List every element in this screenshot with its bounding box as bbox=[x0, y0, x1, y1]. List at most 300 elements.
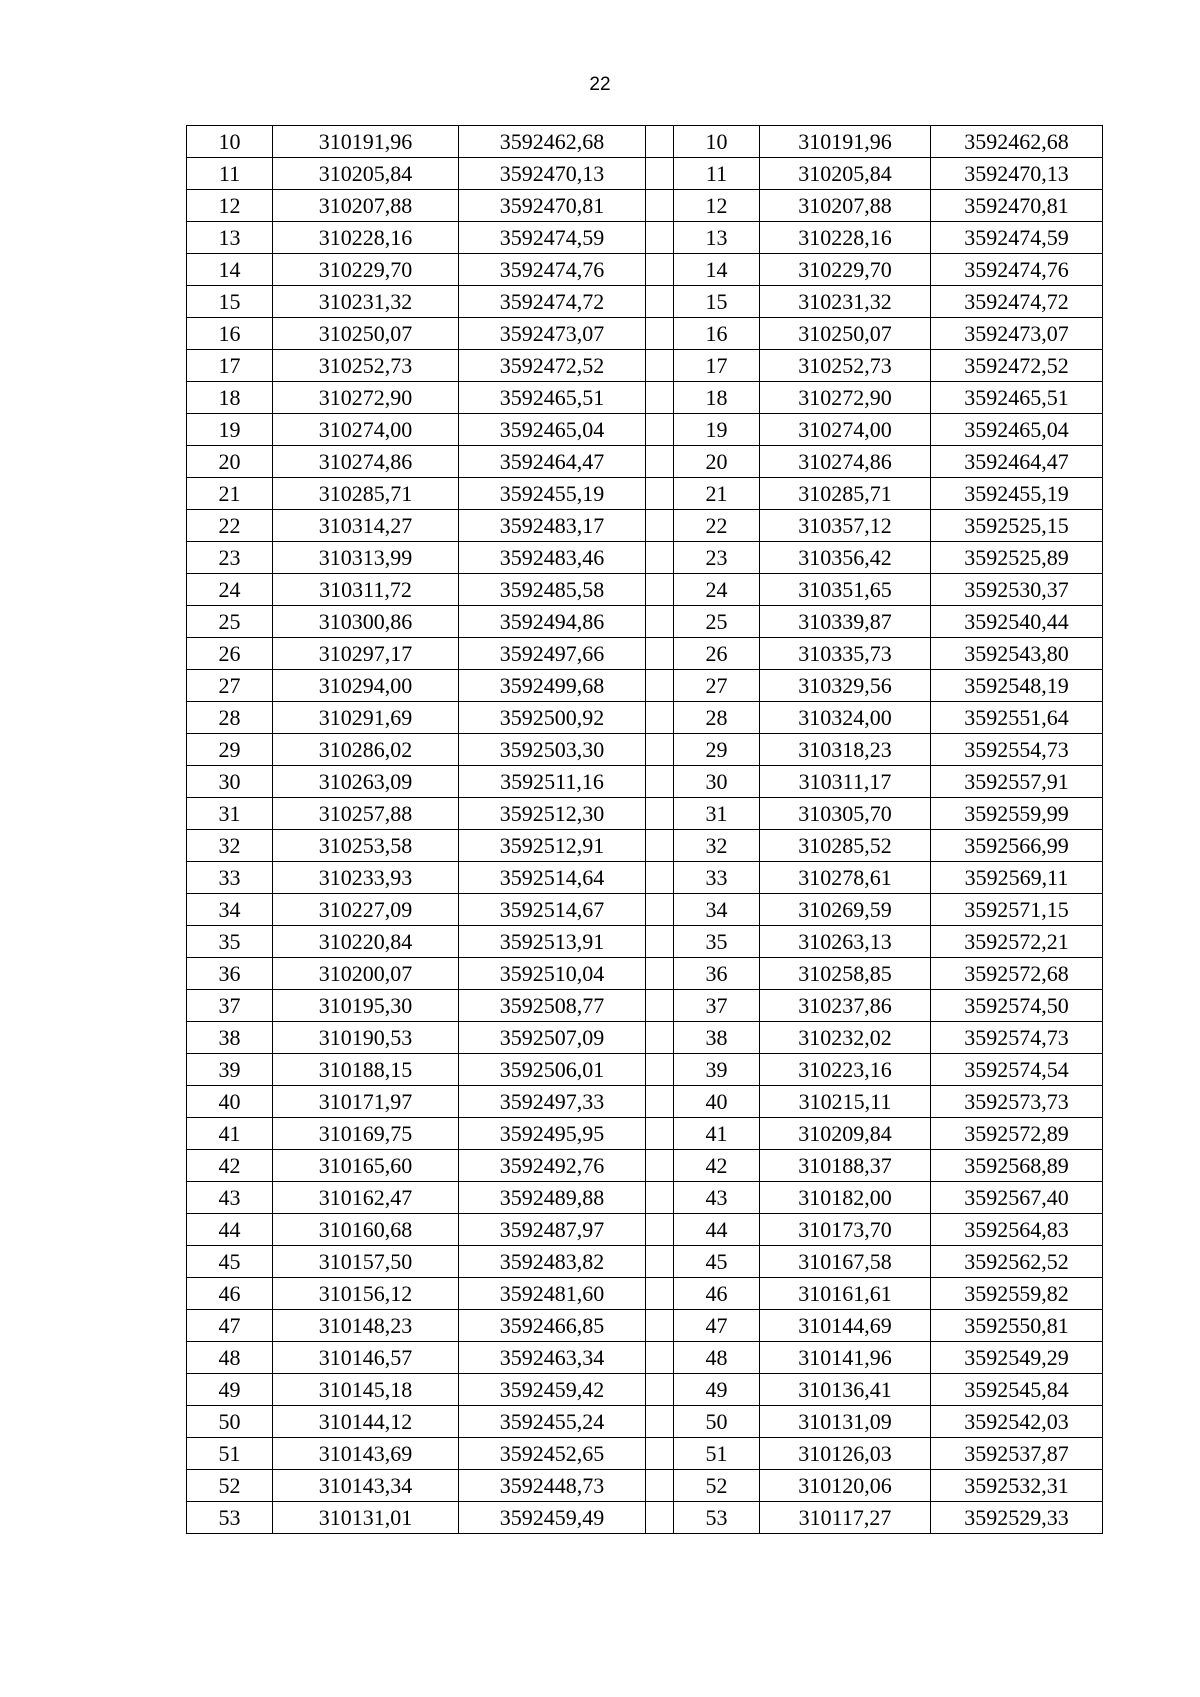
left-y-coordinate-cell: 3592448,73 bbox=[459, 1470, 646, 1502]
right-x-coordinate-cell: 310305,70 bbox=[760, 798, 931, 830]
right-point-number-cell: 24 bbox=[674, 574, 760, 606]
left-y-coordinate-cell: 3592465,04 bbox=[459, 414, 646, 446]
separator-cell bbox=[646, 542, 674, 574]
left-x-coordinate-cell: 310297,17 bbox=[273, 638, 459, 670]
left-x-coordinate-cell: 310274,86 bbox=[273, 446, 459, 478]
left-point-number-cell: 19 bbox=[187, 414, 273, 446]
separator-cell bbox=[646, 1118, 674, 1150]
right-x-coordinate-cell: 310167,58 bbox=[760, 1246, 931, 1278]
right-point-number-cell: 33 bbox=[674, 862, 760, 894]
separator-cell bbox=[646, 766, 674, 798]
left-point-number-cell: 11 bbox=[187, 158, 273, 190]
right-x-coordinate-cell: 310274,00 bbox=[760, 414, 931, 446]
right-x-coordinate-cell: 310228,16 bbox=[760, 222, 931, 254]
right-x-coordinate-cell: 310232,02 bbox=[760, 1022, 931, 1054]
left-y-coordinate-cell: 3592499,68 bbox=[459, 670, 646, 702]
separator-cell bbox=[646, 1470, 674, 1502]
separator-cell bbox=[646, 990, 674, 1022]
right-x-coordinate-cell: 310131,09 bbox=[760, 1406, 931, 1438]
left-x-coordinate-cell: 310148,23 bbox=[273, 1310, 459, 1342]
right-y-coordinate-cell: 3592568,89 bbox=[931, 1150, 1103, 1182]
separator-cell bbox=[646, 1502, 674, 1534]
right-y-coordinate-cell: 3592530,37 bbox=[931, 574, 1103, 606]
left-y-coordinate-cell: 3592485,58 bbox=[459, 574, 646, 606]
right-y-coordinate-cell: 3592465,04 bbox=[931, 414, 1103, 446]
right-point-number-cell: 14 bbox=[674, 254, 760, 286]
table-row bbox=[187, 1342, 1103, 1374]
right-y-coordinate-cell: 3592574,50 bbox=[931, 990, 1103, 1022]
left-y-coordinate-cell: 3592503,30 bbox=[459, 734, 646, 766]
table-row bbox=[187, 638, 1103, 670]
left-y-coordinate-cell: 3592512,30 bbox=[459, 798, 646, 830]
right-x-coordinate-cell: 310272,90 bbox=[760, 382, 931, 414]
separator-cell bbox=[646, 286, 674, 318]
left-point-number-cell: 26 bbox=[187, 638, 273, 670]
right-x-coordinate-cell: 310278,61 bbox=[760, 862, 931, 894]
separator-cell bbox=[646, 1086, 674, 1118]
separator-cell bbox=[646, 1150, 674, 1182]
separator-cell bbox=[646, 350, 674, 382]
left-y-coordinate-cell: 3592465,51 bbox=[459, 382, 646, 414]
separator-cell bbox=[646, 670, 674, 702]
left-y-coordinate-cell: 3592483,82 bbox=[459, 1246, 646, 1278]
right-x-coordinate-cell: 310324,00 bbox=[760, 702, 931, 734]
right-x-coordinate-cell: 310258,85 bbox=[760, 958, 931, 990]
left-point-number-cell: 38 bbox=[187, 1022, 273, 1054]
left-x-coordinate-cell: 310286,02 bbox=[273, 734, 459, 766]
right-point-number-cell: 41 bbox=[674, 1118, 760, 1150]
left-x-coordinate-cell: 310300,86 bbox=[273, 606, 459, 638]
right-x-coordinate-cell: 310285,71 bbox=[760, 478, 931, 510]
right-y-coordinate-cell: 3592551,64 bbox=[931, 702, 1103, 734]
left-x-coordinate-cell: 310252,73 bbox=[273, 350, 459, 382]
left-point-number-cell: 10 bbox=[187, 126, 273, 158]
left-point-number-cell: 48 bbox=[187, 1342, 273, 1374]
table-row bbox=[187, 1054, 1103, 1086]
right-x-coordinate-cell: 310351,65 bbox=[760, 574, 931, 606]
right-y-coordinate-cell: 3592557,91 bbox=[931, 766, 1103, 798]
right-point-number-cell: 11 bbox=[674, 158, 760, 190]
left-x-coordinate-cell: 310162,47 bbox=[273, 1182, 459, 1214]
left-point-number-cell: 25 bbox=[187, 606, 273, 638]
left-y-coordinate-cell: 3592455,19 bbox=[459, 478, 646, 510]
left-y-coordinate-cell: 3592470,81 bbox=[459, 190, 646, 222]
table-row bbox=[187, 798, 1103, 830]
table-row bbox=[187, 478, 1103, 510]
right-y-coordinate-cell: 3592540,44 bbox=[931, 606, 1103, 638]
right-point-number-cell: 48 bbox=[674, 1342, 760, 1374]
left-y-coordinate-cell: 3592472,52 bbox=[459, 350, 646, 382]
left-x-coordinate-cell: 310228,16 bbox=[273, 222, 459, 254]
right-x-coordinate-cell: 310136,41 bbox=[760, 1374, 931, 1406]
left-x-coordinate-cell: 310229,70 bbox=[273, 254, 459, 286]
table-row bbox=[187, 1086, 1103, 1118]
left-point-number-cell: 52 bbox=[187, 1470, 273, 1502]
right-point-number-cell: 31 bbox=[674, 798, 760, 830]
left-point-number-cell: 21 bbox=[187, 478, 273, 510]
left-y-coordinate-cell: 3592492,76 bbox=[459, 1150, 646, 1182]
left-y-coordinate-cell: 3592510,04 bbox=[459, 958, 646, 990]
right-y-coordinate-cell: 3592473,07 bbox=[931, 318, 1103, 350]
left-y-coordinate-cell: 3592483,17 bbox=[459, 510, 646, 542]
table-row bbox=[187, 350, 1103, 382]
separator-cell bbox=[646, 574, 674, 606]
right-x-coordinate-cell: 310285,52 bbox=[760, 830, 931, 862]
right-y-coordinate-cell: 3592465,51 bbox=[931, 382, 1103, 414]
right-y-coordinate-cell: 3592573,73 bbox=[931, 1086, 1103, 1118]
left-point-number-cell: 23 bbox=[187, 542, 273, 574]
right-y-coordinate-cell: 3592474,76 bbox=[931, 254, 1103, 286]
right-y-coordinate-cell: 3592571,15 bbox=[931, 894, 1103, 926]
right-point-number-cell: 45 bbox=[674, 1246, 760, 1278]
right-point-number-cell: 32 bbox=[674, 830, 760, 862]
left-y-coordinate-cell: 3592464,47 bbox=[459, 446, 646, 478]
right-point-number-cell: 16 bbox=[674, 318, 760, 350]
separator-cell bbox=[646, 1406, 674, 1438]
right-y-coordinate-cell: 3592470,13 bbox=[931, 158, 1103, 190]
left-point-number-cell: 14 bbox=[187, 254, 273, 286]
right-point-number-cell: 36 bbox=[674, 958, 760, 990]
left-point-number-cell: 37 bbox=[187, 990, 273, 1022]
table-row bbox=[187, 158, 1103, 190]
right-y-coordinate-cell: 3592545,84 bbox=[931, 1374, 1103, 1406]
left-y-coordinate-cell: 3592507,09 bbox=[459, 1022, 646, 1054]
table-row bbox=[187, 382, 1103, 414]
right-y-coordinate-cell: 3592529,33 bbox=[931, 1502, 1103, 1534]
left-x-coordinate-cell: 310195,30 bbox=[273, 990, 459, 1022]
separator-cell bbox=[646, 734, 674, 766]
right-point-number-cell: 22 bbox=[674, 510, 760, 542]
table-row bbox=[187, 1502, 1103, 1534]
separator-cell bbox=[646, 1310, 674, 1342]
left-x-coordinate-cell: 310253,58 bbox=[273, 830, 459, 862]
table-row bbox=[187, 670, 1103, 702]
right-x-coordinate-cell: 310250,07 bbox=[760, 318, 931, 350]
left-point-number-cell: 33 bbox=[187, 862, 273, 894]
right-y-coordinate-cell: 3592559,99 bbox=[931, 798, 1103, 830]
right-point-number-cell: 12 bbox=[674, 190, 760, 222]
separator-cell bbox=[646, 862, 674, 894]
right-y-coordinate-cell: 3592525,89 bbox=[931, 542, 1103, 574]
table-row bbox=[187, 510, 1103, 542]
left-y-coordinate-cell: 3592470,13 bbox=[459, 158, 646, 190]
right-x-coordinate-cell: 310207,88 bbox=[760, 190, 931, 222]
table-row bbox=[187, 542, 1103, 574]
separator-cell bbox=[646, 894, 674, 926]
separator-cell bbox=[646, 510, 674, 542]
left-x-coordinate-cell: 310146,57 bbox=[273, 1342, 459, 1374]
separator-cell bbox=[646, 1342, 674, 1374]
table-row bbox=[187, 926, 1103, 958]
right-y-coordinate-cell: 3592572,89 bbox=[931, 1118, 1103, 1150]
separator-cell bbox=[646, 1054, 674, 1086]
left-x-coordinate-cell: 310231,32 bbox=[273, 286, 459, 318]
left-point-number-cell: 45 bbox=[187, 1246, 273, 1278]
table-row bbox=[187, 222, 1103, 254]
right-x-coordinate-cell: 310191,96 bbox=[760, 126, 931, 158]
table-row bbox=[187, 1310, 1103, 1342]
left-point-number-cell: 32 bbox=[187, 830, 273, 862]
left-x-coordinate-cell: 310250,07 bbox=[273, 318, 459, 350]
right-point-number-cell: 19 bbox=[674, 414, 760, 446]
left-y-coordinate-cell: 3592483,46 bbox=[459, 542, 646, 574]
separator-cell bbox=[646, 1214, 674, 1246]
left-x-coordinate-cell: 310131,01 bbox=[273, 1502, 459, 1534]
left-x-coordinate-cell: 310272,90 bbox=[273, 382, 459, 414]
right-y-coordinate-cell: 3592572,68 bbox=[931, 958, 1103, 990]
left-point-number-cell: 22 bbox=[187, 510, 273, 542]
right-y-coordinate-cell: 3592548,19 bbox=[931, 670, 1103, 702]
right-y-coordinate-cell: 3592462,68 bbox=[931, 126, 1103, 158]
left-x-coordinate-cell: 310263,09 bbox=[273, 766, 459, 798]
right-y-coordinate-cell: 3592562,52 bbox=[931, 1246, 1103, 1278]
left-x-coordinate-cell: 310157,50 bbox=[273, 1246, 459, 1278]
right-point-number-cell: 10 bbox=[674, 126, 760, 158]
separator-cell bbox=[646, 606, 674, 638]
right-point-number-cell: 25 bbox=[674, 606, 760, 638]
left-x-coordinate-cell: 310311,72 bbox=[273, 574, 459, 606]
table-row bbox=[187, 766, 1103, 798]
left-y-coordinate-cell: 3592489,88 bbox=[459, 1182, 646, 1214]
left-point-number-cell: 49 bbox=[187, 1374, 273, 1406]
right-x-coordinate-cell: 310357,12 bbox=[760, 510, 931, 542]
right-point-number-cell: 20 bbox=[674, 446, 760, 478]
separator-cell bbox=[646, 926, 674, 958]
right-y-coordinate-cell: 3592554,73 bbox=[931, 734, 1103, 766]
left-y-coordinate-cell: 3592508,77 bbox=[459, 990, 646, 1022]
right-point-number-cell: 26 bbox=[674, 638, 760, 670]
table-row bbox=[187, 574, 1103, 606]
separator-cell bbox=[646, 158, 674, 190]
left-y-coordinate-cell: 3592466,85 bbox=[459, 1310, 646, 1342]
coordinates-table bbox=[186, 125, 1103, 1534]
separator-cell bbox=[646, 702, 674, 734]
right-point-number-cell: 47 bbox=[674, 1310, 760, 1342]
right-y-coordinate-cell: 3592567,40 bbox=[931, 1182, 1103, 1214]
right-y-coordinate-cell: 3592574,54 bbox=[931, 1054, 1103, 1086]
left-point-number-cell: 41 bbox=[187, 1118, 273, 1150]
separator-cell bbox=[646, 382, 674, 414]
right-y-coordinate-cell: 3592525,15 bbox=[931, 510, 1103, 542]
separator-cell bbox=[646, 126, 674, 158]
table-row bbox=[187, 1374, 1103, 1406]
table-row bbox=[187, 414, 1103, 446]
separator-cell bbox=[646, 1182, 674, 1214]
right-point-number-cell: 35 bbox=[674, 926, 760, 958]
left-point-number-cell: 24 bbox=[187, 574, 273, 606]
right-point-number-cell: 23 bbox=[674, 542, 760, 574]
left-point-number-cell: 50 bbox=[187, 1406, 273, 1438]
right-point-number-cell: 43 bbox=[674, 1182, 760, 1214]
right-y-coordinate-cell: 3592474,72 bbox=[931, 286, 1103, 318]
right-y-coordinate-cell: 3592464,47 bbox=[931, 446, 1103, 478]
left-point-number-cell: 20 bbox=[187, 446, 273, 478]
table-row bbox=[187, 1278, 1103, 1310]
right-x-coordinate-cell: 310252,73 bbox=[760, 350, 931, 382]
left-y-coordinate-cell: 3592459,42 bbox=[459, 1374, 646, 1406]
right-y-coordinate-cell: 3592574,73 bbox=[931, 1022, 1103, 1054]
right-x-coordinate-cell: 310318,23 bbox=[760, 734, 931, 766]
right-y-coordinate-cell: 3592543,80 bbox=[931, 638, 1103, 670]
separator-cell bbox=[646, 414, 674, 446]
separator-cell bbox=[646, 190, 674, 222]
left-y-coordinate-cell: 3592473,07 bbox=[459, 318, 646, 350]
right-x-coordinate-cell: 310215,11 bbox=[760, 1086, 931, 1118]
separator-cell bbox=[646, 478, 674, 510]
left-point-number-cell: 42 bbox=[187, 1150, 273, 1182]
right-x-coordinate-cell: 310274,86 bbox=[760, 446, 931, 478]
right-x-coordinate-cell: 310329,56 bbox=[760, 670, 931, 702]
right-x-coordinate-cell: 310229,70 bbox=[760, 254, 931, 286]
left-x-coordinate-cell: 310227,09 bbox=[273, 894, 459, 926]
right-point-number-cell: 42 bbox=[674, 1150, 760, 1182]
left-x-coordinate-cell: 310220,84 bbox=[273, 926, 459, 958]
left-point-number-cell: 47 bbox=[187, 1310, 273, 1342]
left-x-coordinate-cell: 310257,88 bbox=[273, 798, 459, 830]
left-x-coordinate-cell: 310294,00 bbox=[273, 670, 459, 702]
table-row bbox=[187, 830, 1103, 862]
left-y-coordinate-cell: 3592514,67 bbox=[459, 894, 646, 926]
left-x-coordinate-cell: 310200,07 bbox=[273, 958, 459, 990]
left-y-coordinate-cell: 3592455,24 bbox=[459, 1406, 646, 1438]
left-y-coordinate-cell: 3592452,65 bbox=[459, 1438, 646, 1470]
separator-cell bbox=[646, 1022, 674, 1054]
right-point-number-cell: 13 bbox=[674, 222, 760, 254]
left-point-number-cell: 27 bbox=[187, 670, 273, 702]
left-point-number-cell: 18 bbox=[187, 382, 273, 414]
separator-cell bbox=[646, 830, 674, 862]
right-x-coordinate-cell: 310311,17 bbox=[760, 766, 931, 798]
right-point-number-cell: 15 bbox=[674, 286, 760, 318]
right-x-coordinate-cell: 310339,87 bbox=[760, 606, 931, 638]
left-y-coordinate-cell: 3592474,59 bbox=[459, 222, 646, 254]
left-y-coordinate-cell: 3592459,49 bbox=[459, 1502, 646, 1534]
left-point-number-cell: 30 bbox=[187, 766, 273, 798]
right-x-coordinate-cell: 310141,96 bbox=[760, 1342, 931, 1374]
table-row bbox=[187, 1470, 1103, 1502]
table-row bbox=[187, 1150, 1103, 1182]
left-x-coordinate-cell: 310233,93 bbox=[273, 862, 459, 894]
table-row bbox=[187, 1406, 1103, 1438]
right-point-number-cell: 18 bbox=[674, 382, 760, 414]
left-point-number-cell: 40 bbox=[187, 1086, 273, 1118]
left-y-coordinate-cell: 3592500,92 bbox=[459, 702, 646, 734]
right-y-coordinate-cell: 3592569,11 bbox=[931, 862, 1103, 894]
table-row bbox=[187, 1246, 1103, 1278]
right-point-number-cell: 21 bbox=[674, 478, 760, 510]
right-point-number-cell: 29 bbox=[674, 734, 760, 766]
left-x-coordinate-cell: 310165,60 bbox=[273, 1150, 459, 1182]
right-point-number-cell: 28 bbox=[674, 702, 760, 734]
left-point-number-cell: 29 bbox=[187, 734, 273, 766]
separator-cell bbox=[646, 638, 674, 670]
left-y-coordinate-cell: 3592513,91 bbox=[459, 926, 646, 958]
right-x-coordinate-cell: 310126,03 bbox=[760, 1438, 931, 1470]
table-row bbox=[187, 1438, 1103, 1470]
right-x-coordinate-cell: 310173,70 bbox=[760, 1214, 931, 1246]
left-x-coordinate-cell: 310156,12 bbox=[273, 1278, 459, 1310]
left-point-number-cell: 16 bbox=[187, 318, 273, 350]
right-point-number-cell: 40 bbox=[674, 1086, 760, 1118]
coordinates-table-body bbox=[187, 126, 1103, 1534]
left-y-coordinate-cell: 3592514,64 bbox=[459, 862, 646, 894]
separator-cell bbox=[646, 1438, 674, 1470]
table-row bbox=[187, 126, 1103, 158]
left-y-coordinate-cell: 3592497,66 bbox=[459, 638, 646, 670]
table-row bbox=[187, 606, 1103, 638]
left-y-coordinate-cell: 3592487,97 bbox=[459, 1214, 646, 1246]
right-point-number-cell: 38 bbox=[674, 1022, 760, 1054]
right-x-coordinate-cell: 310188,37 bbox=[760, 1150, 931, 1182]
left-x-coordinate-cell: 310207,88 bbox=[273, 190, 459, 222]
right-x-coordinate-cell: 310117,27 bbox=[760, 1502, 931, 1534]
right-x-coordinate-cell: 310120,06 bbox=[760, 1470, 931, 1502]
right-y-coordinate-cell: 3592564,83 bbox=[931, 1214, 1103, 1246]
table-row bbox=[187, 318, 1103, 350]
left-point-number-cell: 12 bbox=[187, 190, 273, 222]
right-point-number-cell: 46 bbox=[674, 1278, 760, 1310]
right-x-coordinate-cell: 310182,00 bbox=[760, 1182, 931, 1214]
right-y-coordinate-cell: 3592559,82 bbox=[931, 1278, 1103, 1310]
left-y-coordinate-cell: 3592481,60 bbox=[459, 1278, 646, 1310]
right-point-number-cell: 17 bbox=[674, 350, 760, 382]
left-x-coordinate-cell: 310291,69 bbox=[273, 702, 459, 734]
left-point-number-cell: 15 bbox=[187, 286, 273, 318]
left-x-coordinate-cell: 310144,12 bbox=[273, 1406, 459, 1438]
left-x-coordinate-cell: 310190,53 bbox=[273, 1022, 459, 1054]
left-x-coordinate-cell: 310171,97 bbox=[273, 1086, 459, 1118]
table-row bbox=[187, 286, 1103, 318]
separator-cell bbox=[646, 798, 674, 830]
left-point-number-cell: 36 bbox=[187, 958, 273, 990]
separator-cell bbox=[646, 1278, 674, 1310]
table-row bbox=[187, 1022, 1103, 1054]
left-point-number-cell: 53 bbox=[187, 1502, 273, 1534]
left-x-coordinate-cell: 310145,18 bbox=[273, 1374, 459, 1406]
page-number: 22 bbox=[589, 74, 611, 95]
left-x-coordinate-cell: 310313,99 bbox=[273, 542, 459, 574]
left-point-number-cell: 46 bbox=[187, 1278, 273, 1310]
left-y-coordinate-cell: 3592474,72 bbox=[459, 286, 646, 318]
left-x-coordinate-cell: 310274,00 bbox=[273, 414, 459, 446]
right-y-coordinate-cell: 3592549,29 bbox=[931, 1342, 1103, 1374]
separator-cell bbox=[646, 958, 674, 990]
right-point-number-cell: 49 bbox=[674, 1374, 760, 1406]
right-point-number-cell: 27 bbox=[674, 670, 760, 702]
left-y-coordinate-cell: 3592474,76 bbox=[459, 254, 646, 286]
left-x-coordinate-cell: 310160,68 bbox=[273, 1214, 459, 1246]
left-point-number-cell: 31 bbox=[187, 798, 273, 830]
left-y-coordinate-cell: 3592462,68 bbox=[459, 126, 646, 158]
separator-cell bbox=[646, 222, 674, 254]
left-y-coordinate-cell: 3592463,34 bbox=[459, 1342, 646, 1374]
right-x-coordinate-cell: 310223,16 bbox=[760, 1054, 931, 1086]
right-point-number-cell: 30 bbox=[674, 766, 760, 798]
left-x-coordinate-cell: 310169,75 bbox=[273, 1118, 459, 1150]
left-x-coordinate-cell: 310188,15 bbox=[273, 1054, 459, 1086]
left-point-number-cell: 28 bbox=[187, 702, 273, 734]
right-point-number-cell: 53 bbox=[674, 1502, 760, 1534]
left-x-coordinate-cell: 310143,69 bbox=[273, 1438, 459, 1470]
right-y-coordinate-cell: 3592550,81 bbox=[931, 1310, 1103, 1342]
right-x-coordinate-cell: 310356,42 bbox=[760, 542, 931, 574]
left-point-number-cell: 13 bbox=[187, 222, 273, 254]
table-row bbox=[187, 1182, 1103, 1214]
table-row bbox=[187, 862, 1103, 894]
right-y-coordinate-cell: 3592472,52 bbox=[931, 350, 1103, 382]
right-y-coordinate-cell: 3592455,19 bbox=[931, 478, 1103, 510]
right-point-number-cell: 51 bbox=[674, 1438, 760, 1470]
